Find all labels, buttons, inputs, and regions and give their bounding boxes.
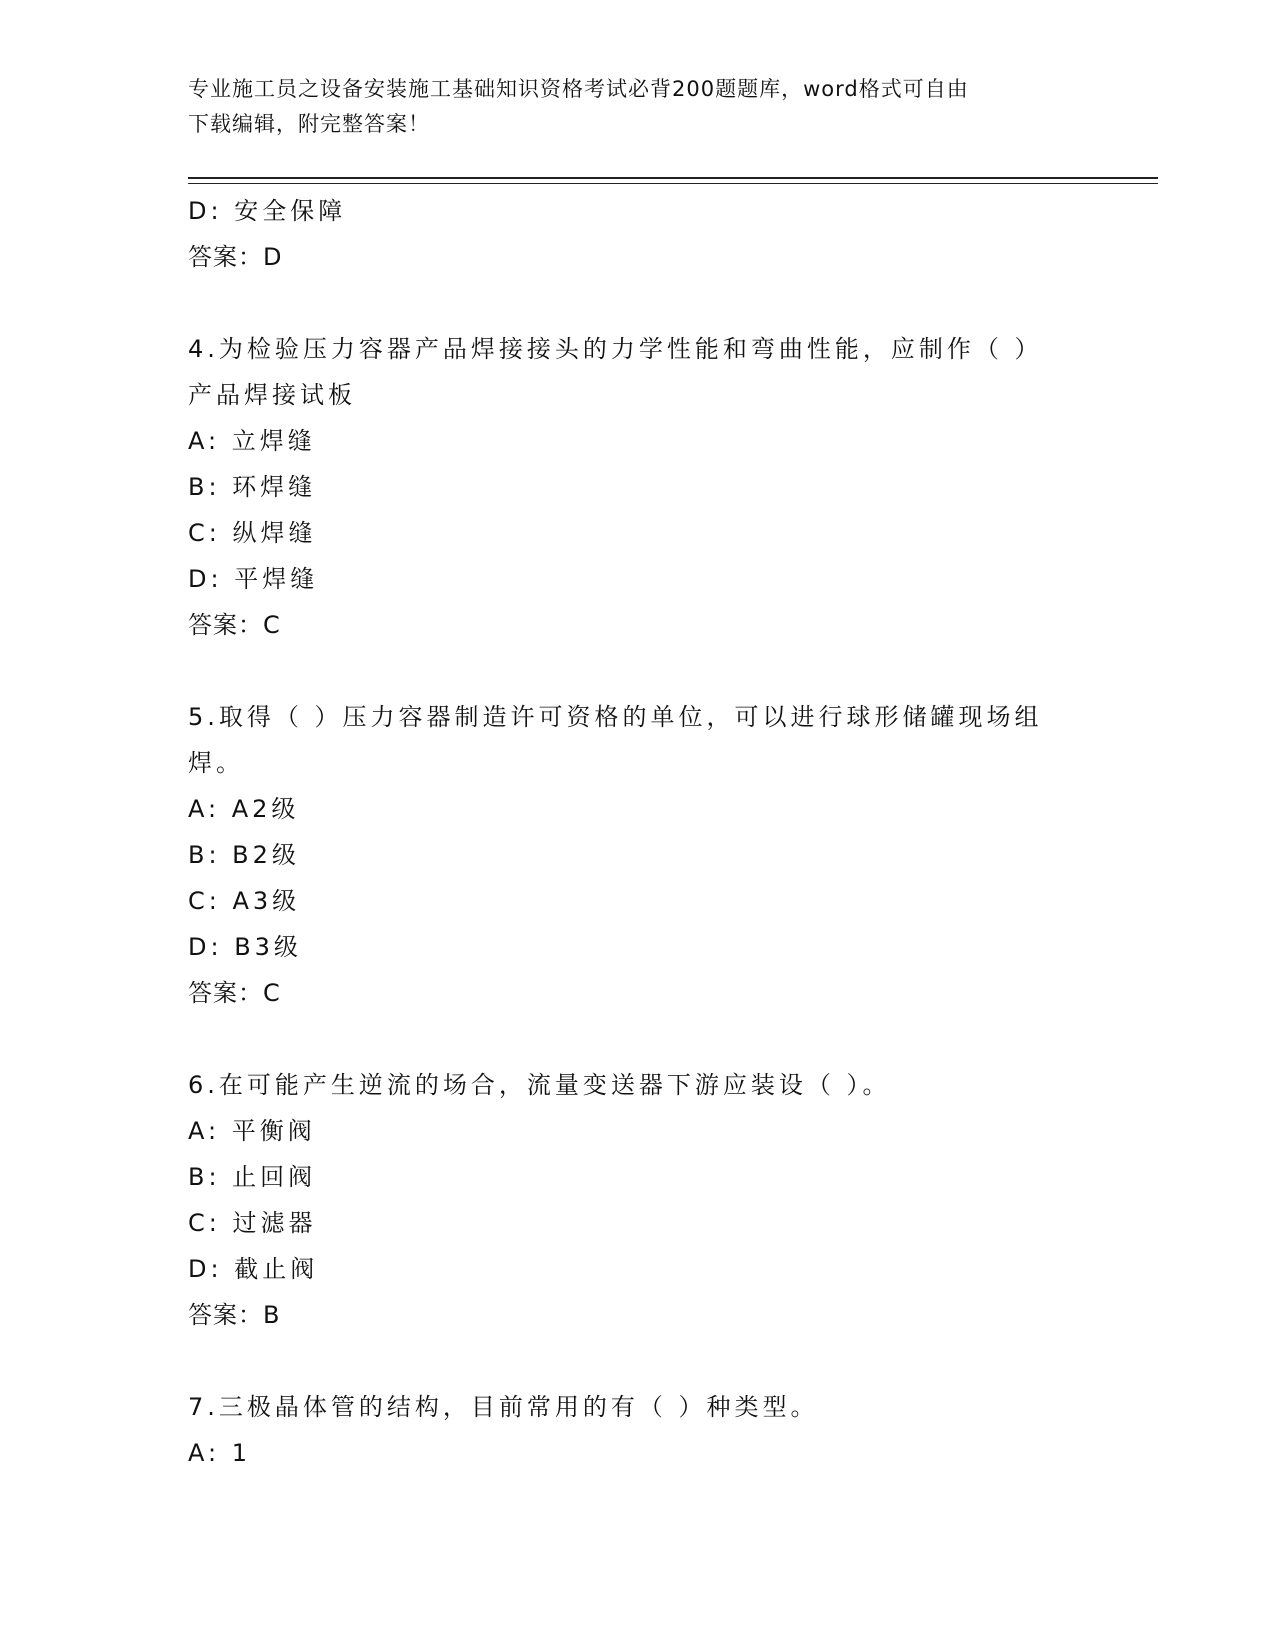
document-header [188,72,1088,142]
question-5 [188,694,1088,1016]
option-a: A: 1 [188,1439,251,1467]
header-rule-thin [188,183,1158,184]
question-stem-line-2: 焊。 [188,749,244,777]
question-stem-line-1: 4.为检验压力容器产品焊接接头的力学性能和弯曲性能，应制作（ ） [188,335,1043,363]
option-a: A: 平衡阀 [188,1117,316,1145]
question-stem-line-1: 6.在可能产生逆流的场合，流量变送器下游应装设（ ）。 [188,1071,891,1099]
option-a: A: A2级 [188,795,300,823]
carryover-block [188,188,1088,280]
option-b: B: B2级 [188,841,300,869]
header-rule-thick [188,177,1158,179]
option-a: A: 立焊缝 [188,427,316,455]
answer-line: 答案：B [188,1301,281,1329]
question-6 [188,1062,1088,1338]
header-title-line-1: 专业施工员之设备安装施工基础知识资格考试必背200题题库，word格式可自由 [188,77,969,101]
question-stem-line-1: 5.取得（ ）压力容器制造许可资格的单位，可以进行球形储罐现场组 [188,703,1043,731]
question-7 [188,1384,1088,1476]
option-c: C: 过滤器 [188,1209,317,1237]
question-4 [188,326,1088,648]
question-list [188,188,1088,1476]
option-d: D: B3级 [188,933,302,961]
option-d: D: 安全保障 [188,197,347,225]
header-title-line-2: 下载编辑，附完整答案！ [188,112,430,136]
question-stem-line-2: 产品焊接试板 [188,381,356,409]
answer-line: 答案：C [188,979,281,1007]
option-b: B: 环焊缝 [188,473,317,501]
question-stem-line-1: 7.三极晶体管的结构，目前常用的有（ ）种类型。 [188,1393,819,1421]
option-b: B: 止回阀 [188,1163,317,1191]
option-c: C: A3级 [188,887,301,915]
option-c: C: 纵焊缝 [188,519,317,547]
option-d: D: 截止阀 [188,1255,319,1283]
answer-line: 答案：C [188,611,281,639]
option-d: D: 平焊缝 [188,565,319,593]
answer-line: 答案：D [188,243,283,271]
